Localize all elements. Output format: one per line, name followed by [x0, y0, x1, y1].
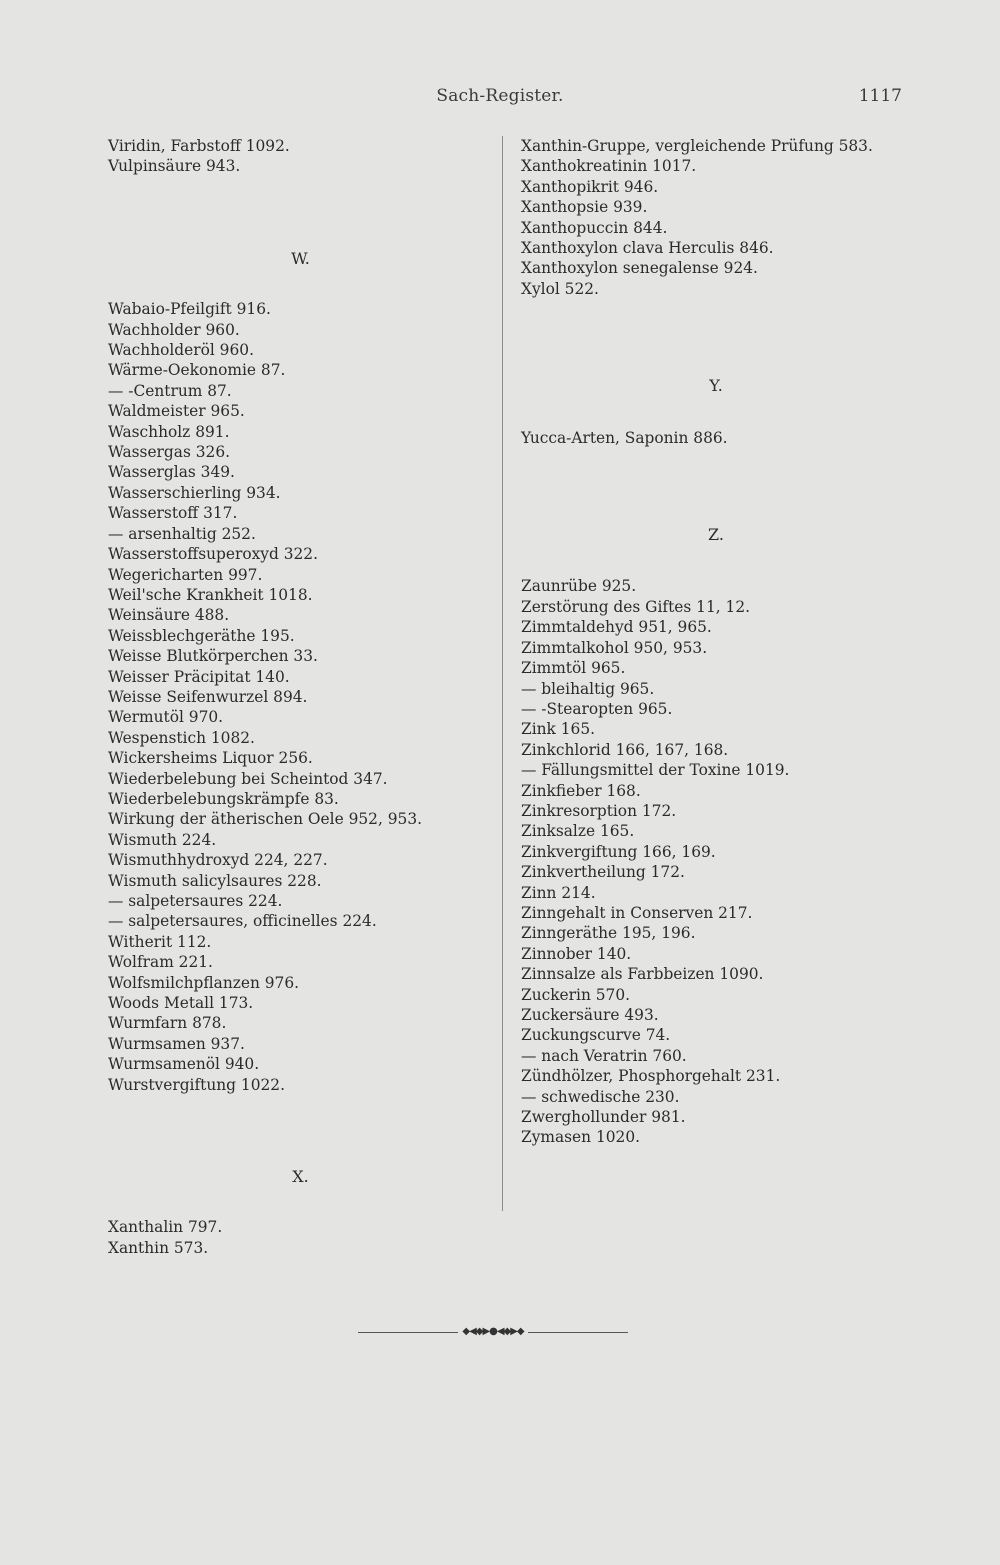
index-entry: Zuckersäure 493. [521, 1006, 659, 1024]
index-entry: Witherit 112. [108, 932, 212, 951]
index-entry: Weisser Präcipitat 140. [108, 667, 290, 686]
index-entry: Xanthalin 797. [108, 1218, 223, 1237]
index-entry: Xanthokreatinin 1017. [521, 157, 697, 176]
index-entry: Xanthopsie 939. [521, 198, 648, 217]
index-subentry: — schwedische 230. [521, 1087, 680, 1106]
left-column [108, 136, 503, 1258]
index-entry: Wurmsamenöl 940. [108, 1055, 260, 1074]
index-entry: Zinkresorption 172. [521, 801, 677, 820]
index-entry: Xylol 522. [521, 279, 599, 298]
ornament-rule-right [528, 1332, 628, 1333]
index-entry: Wasserglas 349. [108, 463, 235, 482]
index-subentry: — salpetersaures, officinelles 224. [108, 912, 377, 931]
index-entry: Waldmeister 965. [108, 402, 245, 421]
page-number: 1117 [858, 86, 902, 106]
index-entry: Wurmsamen 937. [108, 1034, 245, 1053]
index-entry: Wismuthhydroxyd 224, 227. [108, 851, 328, 870]
w-entries [108, 299, 503, 1095]
ornament-rule-left [358, 1332, 458, 1333]
y-entries [521, 428, 911, 448]
index-entry: Wermutöl 970. [108, 708, 224, 727]
index-entry: Wurstvergiftung 1022. [108, 1075, 285, 1094]
index-entry: Xanthopikrit 946. [521, 177, 659, 196]
index-subentry: — nach Veratrin 760. [521, 1046, 687, 1065]
index-entry: Wassergas 326. [108, 443, 231, 462]
index-entry: Xanthoxylon clava Herculis 846. [521, 239, 774, 258]
index-entry: Waschholz 891. [108, 422, 230, 441]
index-entry: Xanthoxylon senegalense 924. [521, 259, 758, 278]
index-entry: Zink 165. [521, 720, 596, 739]
index-entry: Zinn 214. [521, 883, 596, 902]
section-heading-x: X. [292, 1167, 309, 1187]
section-heading-y: Y. [709, 376, 723, 396]
index-subentry: — arsenhaltig 252. [108, 524, 256, 543]
index-entry: Wasserschierling 934. [108, 483, 281, 502]
index-entry: Zinksalze 165. [521, 822, 635, 841]
index-entry: Wismuth salicylsaures 228. [108, 871, 322, 890]
index-entry: Zaunrübe 925. [521, 577, 637, 596]
index-entry: Viridin, Farbstoff 1092. [108, 137, 290, 155]
ornament-glyphs: ◆◀◆▶●◀◆▶◆ [462, 1326, 524, 1337]
index-entry: Weil'sche Krankheit 1018. [108, 585, 313, 604]
index-entry: Wickersheims Liquor 256. [108, 749, 313, 768]
index-entry: Zinkvergiftung 166, 169. [521, 842, 716, 861]
index-entry: Wespenstich 1082. [108, 728, 255, 747]
index-entry: Weisse Blutkörperchen 33. [108, 647, 318, 666]
index-entry: Wismuth 224. [108, 830, 217, 849]
index-entry: Zinngeräthe 195, 196. [521, 924, 696, 943]
index-entry: Wirkung der ätherischen Oele 952, 953. [108, 810, 423, 829]
index-entry: Wachholder 960. [108, 320, 240, 339]
z-entries [521, 576, 911, 1147]
index-entry: Wiederbelebung bei Scheintod 347. [108, 769, 388, 788]
index-entry: Zinnober 140. [521, 944, 632, 963]
index-entry: Wegericharten 997. [108, 565, 263, 584]
index-entry: Yucca-Arten, Saponin 886. [521, 428, 728, 447]
index-entry: Weisse Seifenwurzel 894. [108, 687, 308, 706]
index-entry: Wurmfarn 878. [108, 1014, 227, 1033]
index-subentry: — bleihaltig 965. [521, 679, 655, 698]
index-entry: Wolfram 221. [108, 953, 213, 972]
right-column [521, 136, 911, 1148]
index-entry: Wiederbelebungskrämpfe 83. [108, 789, 339, 808]
index-entry: Xanthin 573. [108, 1238, 209, 1257]
index-subentry: — -Centrum 87. [108, 381, 232, 400]
index-entry: Wasserstoff 317. [108, 504, 238, 523]
index-entry: Zimmtaldehyd 951, 965. [521, 618, 712, 637]
index-entry: Zündhölzer, Phosphorgehalt 231. [521, 1067, 781, 1086]
index-entry: Wasserstoffsuperoxyd 322. [108, 545, 318, 564]
index-entry: Zymasen 1020. [521, 1128, 641, 1147]
running-title: Sach-Register. [436, 86, 564, 106]
index-entry: Zinkfieber 168. [521, 781, 641, 800]
end-ornament [358, 1326, 628, 1338]
index-entry: Zinnsalze als Farbbeizen 1090. [521, 965, 764, 984]
index-entry: Zuckungscurve 74. [521, 1026, 671, 1045]
index-subentry: — salpetersaures 224. [108, 892, 283, 910]
index-subentry: — -Stearopten 965. [521, 699, 673, 718]
index-entry: Weissblechgeräthe 195. [108, 626, 295, 645]
index-entry: Weinsäure 488. [108, 606, 230, 625]
index-entry: Wachholderöl 960. [108, 341, 254, 360]
index-subentry: — Fällungsmittel der Toxine 1019. [521, 761, 790, 780]
x-entries [108, 1217, 503, 1258]
index-entry: Xanthin-Gruppe, vergleichende Prüfung 583. [521, 137, 873, 155]
v-entries [108, 136, 503, 177]
index-entry: Vulpinsäure 943. [108, 157, 241, 176]
index-entry: Woods Metall 173. [108, 994, 254, 1013]
index-entry: Xanthopuccin 844. [521, 218, 668, 237]
x-continued-entries [521, 136, 911, 299]
index-entry: Zinkchlorid 166, 167, 168. [521, 740, 729, 759]
index-entry: Zwerghollunder 981. [521, 1108, 686, 1127]
running-head [0, 86, 1000, 110]
section-heading-w: W. [291, 248, 310, 268]
section-heading-z: Z. [708, 525, 724, 545]
index-entry: Wärme-Oekonomie 87. [108, 361, 286, 380]
index-entry: Zerstörung des Giftes 11, 12. [521, 597, 751, 616]
index-entry: Zimmtalkohol 950, 953. [521, 638, 708, 657]
index-entry: Zimmtöl 965. [521, 659, 626, 678]
index-entry: Wabaio-Pfeilgift 916. [108, 300, 271, 319]
index-entry: Zinngehalt in Conserven 217. [521, 903, 753, 922]
index-entry: Wolfsmilchpflanzen 976. [108, 973, 300, 992]
index-entry: Zuckerin 570. [521, 985, 631, 1004]
index-entry: Zinkvertheilung 172. [521, 863, 685, 882]
